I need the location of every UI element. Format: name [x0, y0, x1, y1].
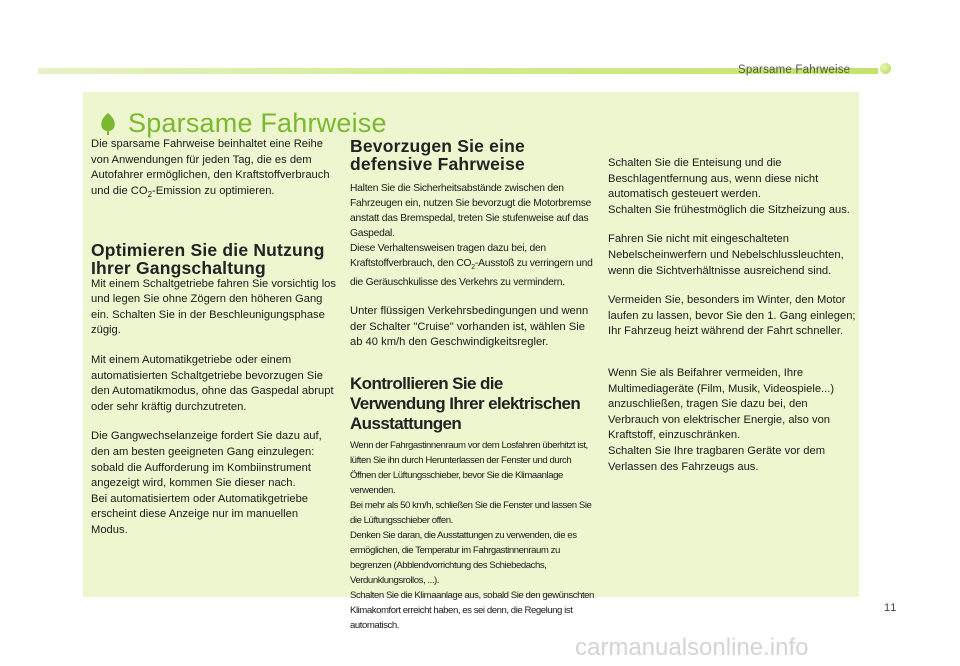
column-left: [91, 137, 336, 539]
temperature-equipment-paragraph: Denken Sie daran, die Ausstattungen zu verwenden, die es ermöglichen, die Temperatur im Fahrgastinnenraum zu begrenzen (Abblendvorrichtung des Schiebedachs, Verdunklungsrollos, ...).: [350, 529, 577, 586]
gear-indicator-manual-mode: Bei automatisiertem oder Automatikgetriebe erscheint diese Anzeige nur im manuellen Modus.: [91, 492, 309, 536]
page-number: 11: [884, 602, 898, 614]
watermark: carmanualsonline.info: [575, 634, 809, 661]
heading-gear-usage: Optimieren Sie die Nutzung Ihrer Gangschaltung: [91, 239, 325, 278]
section-title: Sparsame Fahrweise: [128, 108, 387, 138]
manual-gearbox-paragraph: Mit einem Schaltgetriebe fahren Sie vorsichtig los und legen Sie ohne Zögern den höheren Gang ein. Schalten Sie in der Beschleunigungsphase zügig.: [91, 277, 336, 337]
portable-devices-paragraph: Schalten Sie Ihre tragbaren Geräte vor dem Verlassen des Fahrzeugs aus.: [608, 444, 826, 473]
cruise-control-paragraph: Unter flüssigen Verkehrsbedingungen und wenn der Schalter "Cruise" vorhanden ist, wählen Sie ab 40 km/h den Geschwindigkeitsregler.: [350, 305, 589, 349]
header-dot: [880, 63, 891, 74]
seat-heating-paragraph: Schalten Sie frühestmöglich die Sitzheizung aus.: [608, 203, 850, 216]
leaf-icon: [98, 112, 118, 136]
heading-electrical-equipment: Kontrollieren Sie die Verwendung Ihrer elektrischen Ausstattungen: [350, 373, 581, 433]
multimedia-paragraph: Wenn Sie als Beifahrer vermeiden, Ihre Multimediageräte (Film, Musik, Videospiele...) anzuschließen, tragen Sie dazu bei, den Verbrauch von elektrischer Energie, also von Kraftstoff, einzuschränken.: [608, 366, 835, 442]
column-middle: [350, 137, 598, 633]
intro-paragraph: Die sparsame Fahrweise beinhaltet eine Reihe von Anwendungen für jeden Tag, die es dem Autofahrer ermöglichen, den Kraftstoffverbrauch und die $CO_2$-Emission zu optimieren.: [91, 138, 330, 200]
safety-distance-paragraph: Halten Sie die Sicherheitsabstände zwischen den Fahrzeugen ein, nutzen Sie bevorzugt die Motorbremse anstatt das Bremspedal, treten Sie stufenweise auf das Gaspedal.: [350, 183, 592, 239]
automatic-gearbox-paragraph: Mit einem Automatikgetriebe oder einem automatisierten Schaltgetriebe bevorzugen Sie den Automatikmodus, ohne das Gaspedal abrupt oder sehr kräftig durchzutreten.: [91, 353, 334, 413]
column-right: [608, 156, 856, 475]
winter-engine-paragraph: Vermeiden Sie, besonders im Winter, den Motor laufen zu lassen, bevor Sie den 1. Gang einlegen; Ihr Fahrzeug heizt während der Fahrt schneller.: [608, 294, 856, 338]
windows-paragraph: Bei mehr als 50 km/h, schließen Sie die Fenster und lassen Sie die Lüftungsschieber offen.: [350, 499, 592, 526]
gear-indicator-paragraph: Die Gangwechselanzeige fordert Sie dazu auf, den am besten geeigneten Gang einzulegen: sobald die Aufforderung im Kombiinstrument angezeigt wird, kommen Sie dieser nach.: [91, 430, 322, 490]
fog-lights-paragraph: Fahren Sie nicht mit eingeschalteten Nebelscheinwerfern und Nebelschlussleuchten, wenn die Sichtverhältnisse ausreichend sind.: [608, 233, 844, 277]
heading-defensive-driving: Bevorzugen Sie eine defensive Fahrweise: [350, 136, 525, 174]
section-title-row: [98, 108, 387, 139]
emission-paragraph: Diese Verhaltensweisen tragen dazu bei, den Kraftstoffverbrauch, den $CO_2$-Ausstoß zu verringern und die Geräuschkulisse des Verkehrs zu vermindern.: [350, 243, 593, 289]
running-header: Sparsame Fahrweise: [738, 64, 851, 76]
air-conditioning-paragraph: Schalten Sie die Klimaanlage aus, sobald Sie den gewünschten Klimakomfort erreicht haben, es sei denn, die Regelung ist automatisch.: [350, 589, 594, 631]
defrost-paragraph: Schalten Sie die Enteisung und die Beschlagentfernung aus, wenn diese nicht automatisch gesteuert werden.: [608, 157, 819, 201]
ventilation-paragraph: Wenn der Fahrgastinnenraum vor dem Losfahren überhitzt ist, lüften Sie ihn durch Herunterlassen der Fenster und durch Öffnen der Lüftungsschieber, bevor Sie die Klimaanlage verwenden.: [350, 439, 588, 496]
